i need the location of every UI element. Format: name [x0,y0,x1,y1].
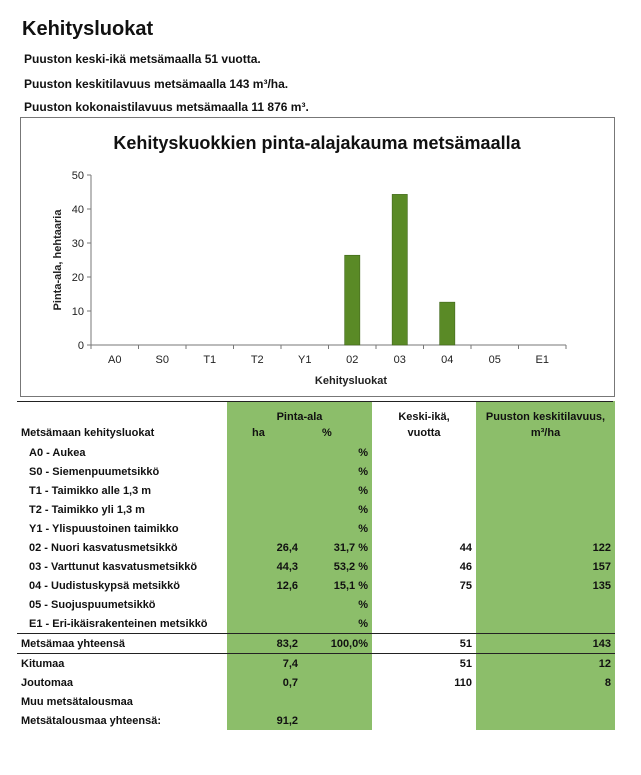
row-label: Muu metsätalousmaa [21,695,133,708]
table-row [17,576,615,595]
row-pct-empty [302,654,372,674]
row-ha: 7,4 [227,654,302,674]
table-row [17,595,615,614]
table-row [17,481,615,500]
row-volume [476,595,615,614]
table-row [17,673,615,692]
total-age: 51 [372,634,476,654]
row-label: Kitumaa [17,654,227,674]
table-row [17,614,615,634]
page-title: Kehitysluokat [22,18,154,40]
row-volume [476,711,615,730]
x-tick-label: 02 [346,354,359,366]
row-age: 46 [459,560,473,573]
x-tick-label: S0 [155,354,169,366]
row-volume [476,692,615,711]
header-age: Keski-ikä, [398,411,450,423]
total-label: Metsämaa yhteensä [17,634,227,654]
table-header-row-2 [17,423,615,443]
header-ha: ha [227,423,302,443]
row-age: 75 [459,579,473,592]
table-header-row-1 [17,401,615,423]
x-tick-label: 04 [441,354,454,366]
bar-chart [21,118,614,396]
row-age [372,595,476,614]
x-tick-label: T2 [250,354,264,366]
row-volume: 12 [476,654,615,674]
row-ha: 12,6 [227,576,302,595]
stat-average-age: Puuston keski-ikä metsämaalla 51 vuotta. [24,52,261,66]
x-tick-label: Y1 [298,354,312,366]
row-label: 04 - Uudistuskypsä metsikkö [29,579,181,592]
row-pct: % [302,462,372,481]
row-age [372,462,476,481]
row-label: 03 - Varttunut kasvatusmetsikkö [29,560,198,573]
row-pct: 15,1 % [302,576,372,595]
stat-total-volume: Puuston kokonaistilavuus metsämaalla 11 876 m³. [24,100,309,114]
row-ha [227,614,302,634]
row-ha: 26,4 [227,538,302,557]
row-volume [476,500,615,519]
row-volume: 122 [476,538,615,557]
x-tick-label: 05 [488,354,501,366]
row-volume [476,462,615,481]
total-pct: 100,0% [302,634,372,654]
row-age: 44 [459,541,473,554]
row-ha [227,443,302,462]
row-label: T1 - Taimikko alle 1,3 m [29,484,152,497]
x-tick-label: A0 [108,354,122,366]
row-pct-empty [302,711,372,730]
row-volume [476,443,615,462]
table-row [17,654,615,674]
row-age [372,443,476,462]
row-label: Metsätalousmaa yhteensä: [21,714,161,727]
row-pct-empty [302,673,372,692]
row-label: 02 - Nuori kasvatusmetsikkö [29,541,178,554]
row-pct: % [302,500,372,519]
table-row [17,692,615,711]
row-ha [227,481,302,500]
stat-average-volume: Puuston keskitilavuus metsämaalla 143 m³/ha. [24,77,289,91]
y-tick-label: 10 [71,306,84,318]
table-row [17,538,615,557]
row-ha: 91,2 [227,711,302,730]
row-age [372,692,476,711]
row-volume: 135 [476,576,615,595]
row-ha [227,500,302,519]
y-tick-label: 40 [71,204,84,216]
row-volume: 157 [476,557,615,576]
x-tick-label: E1 [535,354,549,366]
bar-03 [392,194,407,345]
row-label: S0 - Siemenpuumetsikkö [29,465,160,478]
header-age-unit: vuotta [407,427,441,439]
table-row [17,462,615,481]
total-ha: 83,2 [227,634,302,654]
development-class-table [17,401,615,730]
row-ha: 44,3 [227,557,302,576]
row-age: 51 [372,654,476,674]
y-axis-label: Pinta-ala, hehtaaria [52,209,64,311]
table-row [17,711,615,730]
row-pct-empty [302,692,372,711]
header-class: Metsämaan kehitysluokat [21,427,155,439]
bar-04 [440,302,455,345]
total-volume: 143 [476,634,615,654]
row-ha [227,519,302,538]
table-row [17,443,615,462]
table-row [17,557,615,576]
row-pct: % [302,443,372,462]
row-pct: % [302,481,372,500]
table-row [17,500,615,519]
y-tick-label: 20 [71,272,84,284]
row-volume: 8 [476,673,615,692]
row-label: T2 - Taimikko yli 1,3 m [29,503,145,516]
row-pct: 53,2 % [302,557,372,576]
chart-title: Kehityskuokkien pinta-alajakauma metsämaalla [113,133,521,153]
header-area: Pinta-ala [227,401,372,423]
x-tick-label: 03 [393,354,406,366]
row-label: E1 - Eri-ikäisrakenteinen metsikkö [29,617,208,630]
row-ha: 0,7 [227,673,302,692]
row-label: A0 - Aukea [29,446,86,459]
row-volume [476,481,615,500]
chart-frame [20,117,615,397]
row-age [372,481,476,500]
row-age [372,519,476,538]
x-tick-label: T1 [203,354,217,366]
x-axis-label: Kehitysluokat [314,375,388,387]
y-tick-label: 50 [71,170,84,182]
row-label: Joutomaa [21,676,73,689]
table-total-row [17,634,615,654]
bar-02 [345,255,360,345]
row-pct: % [302,595,372,614]
row-age [372,500,476,519]
row-age [372,614,476,634]
row-age [372,711,476,730]
row-ha [227,595,302,614]
row-ha [227,692,302,711]
table-row [17,519,615,538]
row-ha [227,462,302,481]
row-label: 05 - Suojuspuumetsikkö [29,598,156,611]
row-volume [476,519,615,538]
table-top-border [17,401,613,402]
row-volume [476,614,615,634]
row-label: Y1 - Ylispuustoinen taimikko [29,522,179,535]
header-volume-unit: m³/ha [476,423,615,443]
header-pct: % [302,423,372,443]
row-age: 110 [454,676,473,689]
y-tick-label: 30 [71,238,84,250]
row-pct: 31,7 % [302,538,372,557]
y-tick-label: 0 [77,340,84,352]
header-volume: Puuston keskitilavuus, [476,401,615,423]
row-pct: % [302,519,372,538]
row-pct: % [302,614,372,634]
